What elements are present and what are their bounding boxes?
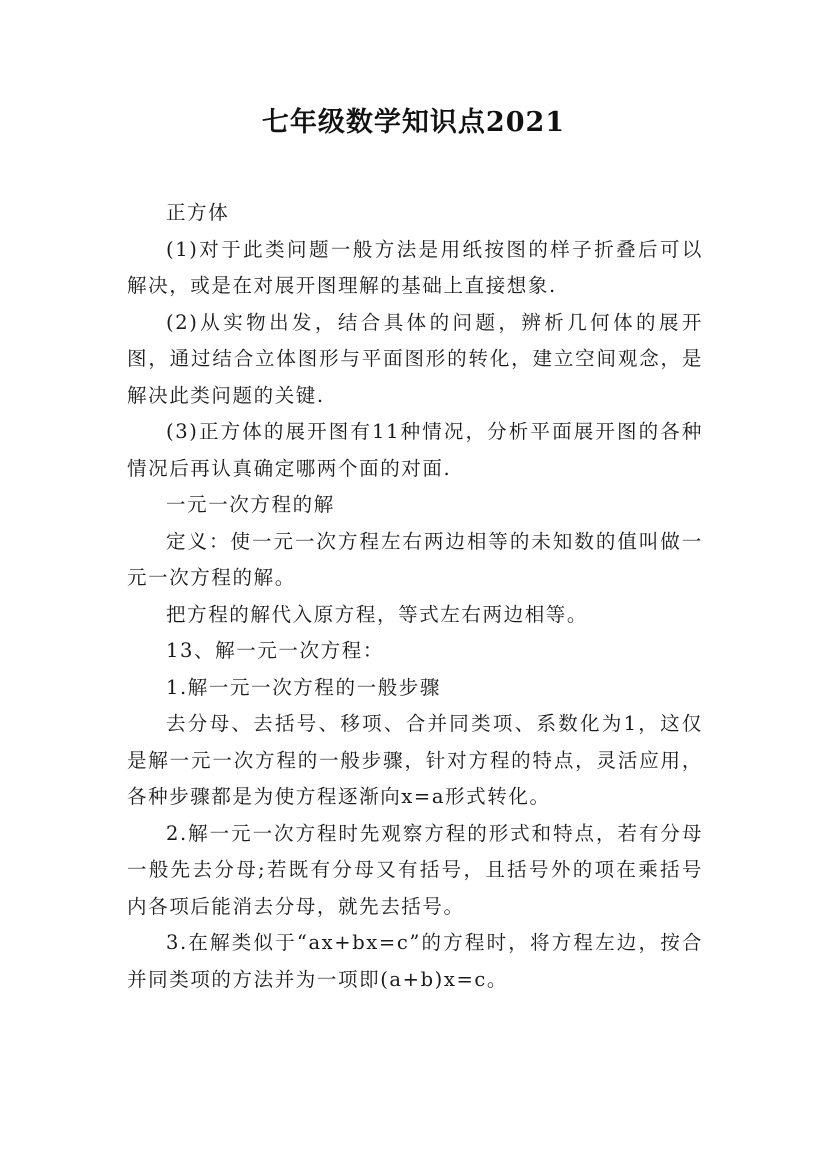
paragraph-cube-1: (1)对于此类问题一般方法是用纸按图的样子折叠后可以解决，或是在对展开图理解的基础上直接想象. xyxy=(127,237,703,297)
paragraph-substitute: 把方程的解代入原方程，等式左右两边相等。 xyxy=(166,602,589,626)
paragraph-general-steps-heading: 1.解一元一次方程的一般步骤 xyxy=(166,675,442,699)
page-title: 七年级数学知识点2021 xyxy=(261,107,566,138)
paragraph-combine-like-terms: 3.在解类似于“ax+bx=c”的方程时，将方程左边，按合并同类项的方法并为一项即(a+b)x=c。 xyxy=(127,931,703,991)
paragraph-cube-3: (3)正方体的展开图有11种情况，分析平面展开图的各种情况后再认真确定哪两个面的对面. xyxy=(127,420,703,480)
paragraph-definition: 定义：使一元一次方程左右两边相等的未知数的值叫做一元一次方程的解。 xyxy=(127,529,703,589)
paragraph-cube-heading: 正方体 xyxy=(166,201,230,224)
paragraph-section-13: 13、解一元一次方程： xyxy=(166,639,384,662)
paragraph-general-steps: 去分母、去括号、移项、合并同类项、系数化为1，这仅是解一元一次方程的一般步骤，针对方程的特点，灵活应用，各种步骤都是为使方程逐渐向x=a形式转化。 xyxy=(127,712,703,808)
paragraph-equation-solution-heading: 一元一次方程的解 xyxy=(166,493,335,516)
paragraph-observe-form: 2.解一元一次方程时先观察方程的形式和特点，若有分母一般先去分母;若既有分母又有括号，且括号外的项在乘括号内各项后能消去分母，就先去括号。 xyxy=(127,821,703,918)
paragraph-cube-2: (2)从实物出发，结合具体的问题，辨析几何体的展开图，通过结合立体图形与平面图形的转化，建立空间观念，是解决此类问题的关键. xyxy=(127,310,703,407)
document-body xyxy=(127,195,703,998)
